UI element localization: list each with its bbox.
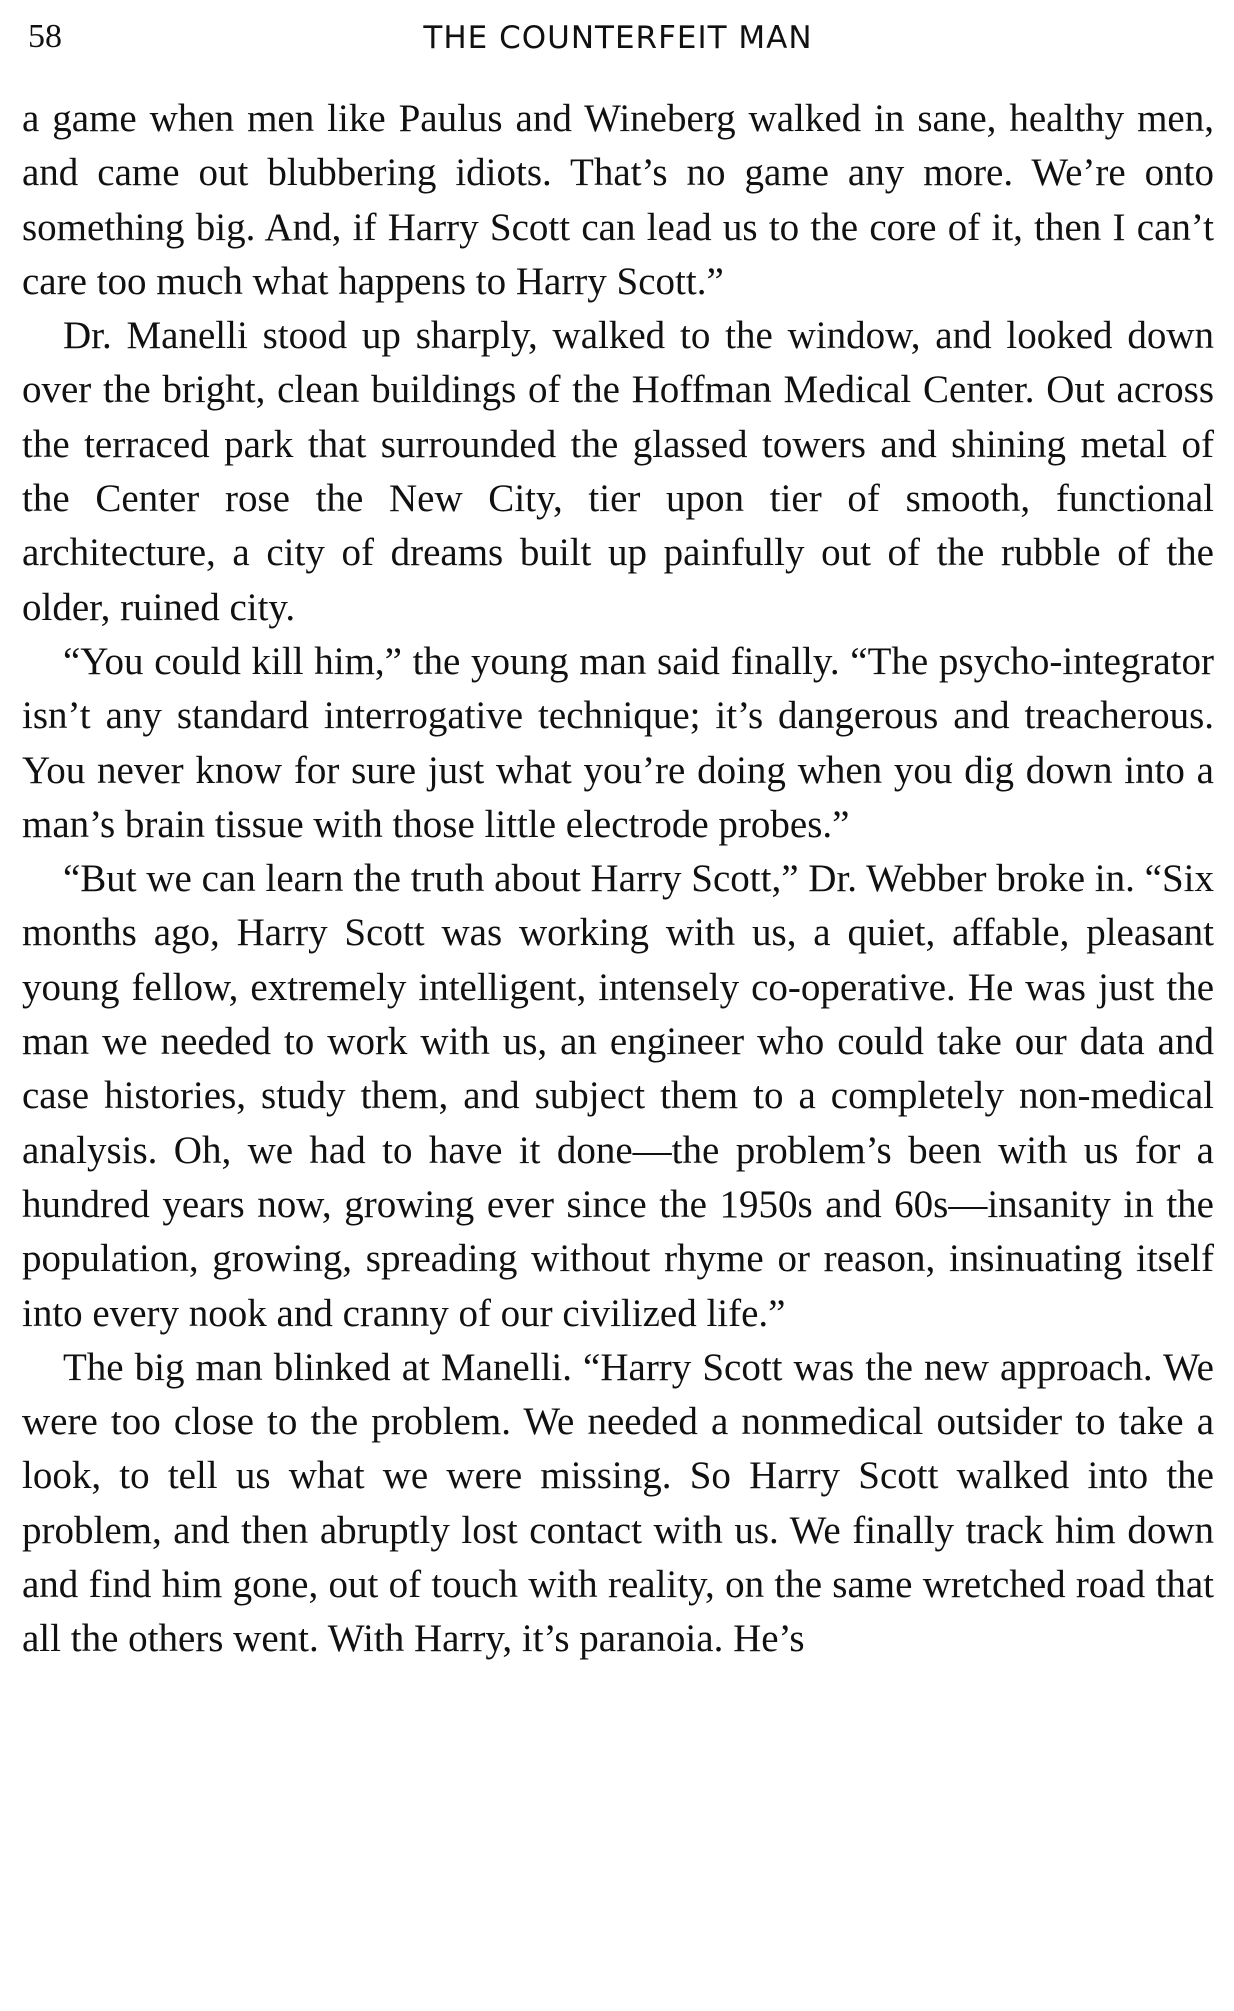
book-page	[22, 14, 1214, 1667]
paragraph-1: a game when men like Paulus and Wineberg walked in sane, healthy men, and came out blubbering idiots. That’s no game any more. We’re onto something big. And, if Harry Scott can lead us to the core of it, then I can’t care too much what happens to Harry Scott.”	[22, 97, 1214, 303]
paragraph-2: Dr. Manelli stood up sharply, walked to the window, and looked down over the bright, clean buildings of the Hoffman Medical Center. Out across the terraced park that surrounded the glassed towers and shining metal of the Center rose the New City, tier upon tier of smooth, functional architecture, a city of dreams built up painfully out of the rubble of the older, ruined city.	[22, 314, 1214, 629]
page-number: 58	[28, 18, 62, 55]
paragraph-4: “But we can learn the truth about Harry Scott,” Dr. Webber broke in. “Six months ago, Harry Scott was working with us, a quiet, affable, pleasant young fellow, extremely intelligent, intensely co-operative. He was just the man we needed to work with us, an engineer who could take our data and case histories, study them, and subject them to a completely non-medical analysis. Oh, we had to have it done—the problem’s been with us for a hundred years now, growing ever since the 1950s and 60s—insanity in the population, growing, spreading without rhyme or reason, insinuating itself into every nook and cranny of our civilized life.”	[22, 857, 1214, 1335]
paragraph-5: The big man blinked at Manelli. “Harry Scott was the new approach. We were too close to the problem. We needed a nonmedical outsider to take a look, to tell us what we were missing. So Harry Scott walked into the problem, and then abruptly lost contact with us. We finally track him down and find him gone, out of touch with reality, on the same wretched road that all the others went. With Harry, it’s paranoia. He’s	[22, 1345, 1214, 1661]
paragraph-3: “You could kill him,” the young man said finally. “The psycho-integrator isn’t any standard interrogative technique; it’s dangerous and treacherous. You never know for sure just what you’re doing when you dig down into a man’s brain tissue with those little electrode probes.”	[22, 639, 1214, 846]
page-header	[22, 14, 1214, 60]
running-head: THE COUNTERFEIT MAN	[423, 20, 813, 56]
body-text	[22, 92, 1214, 1667]
